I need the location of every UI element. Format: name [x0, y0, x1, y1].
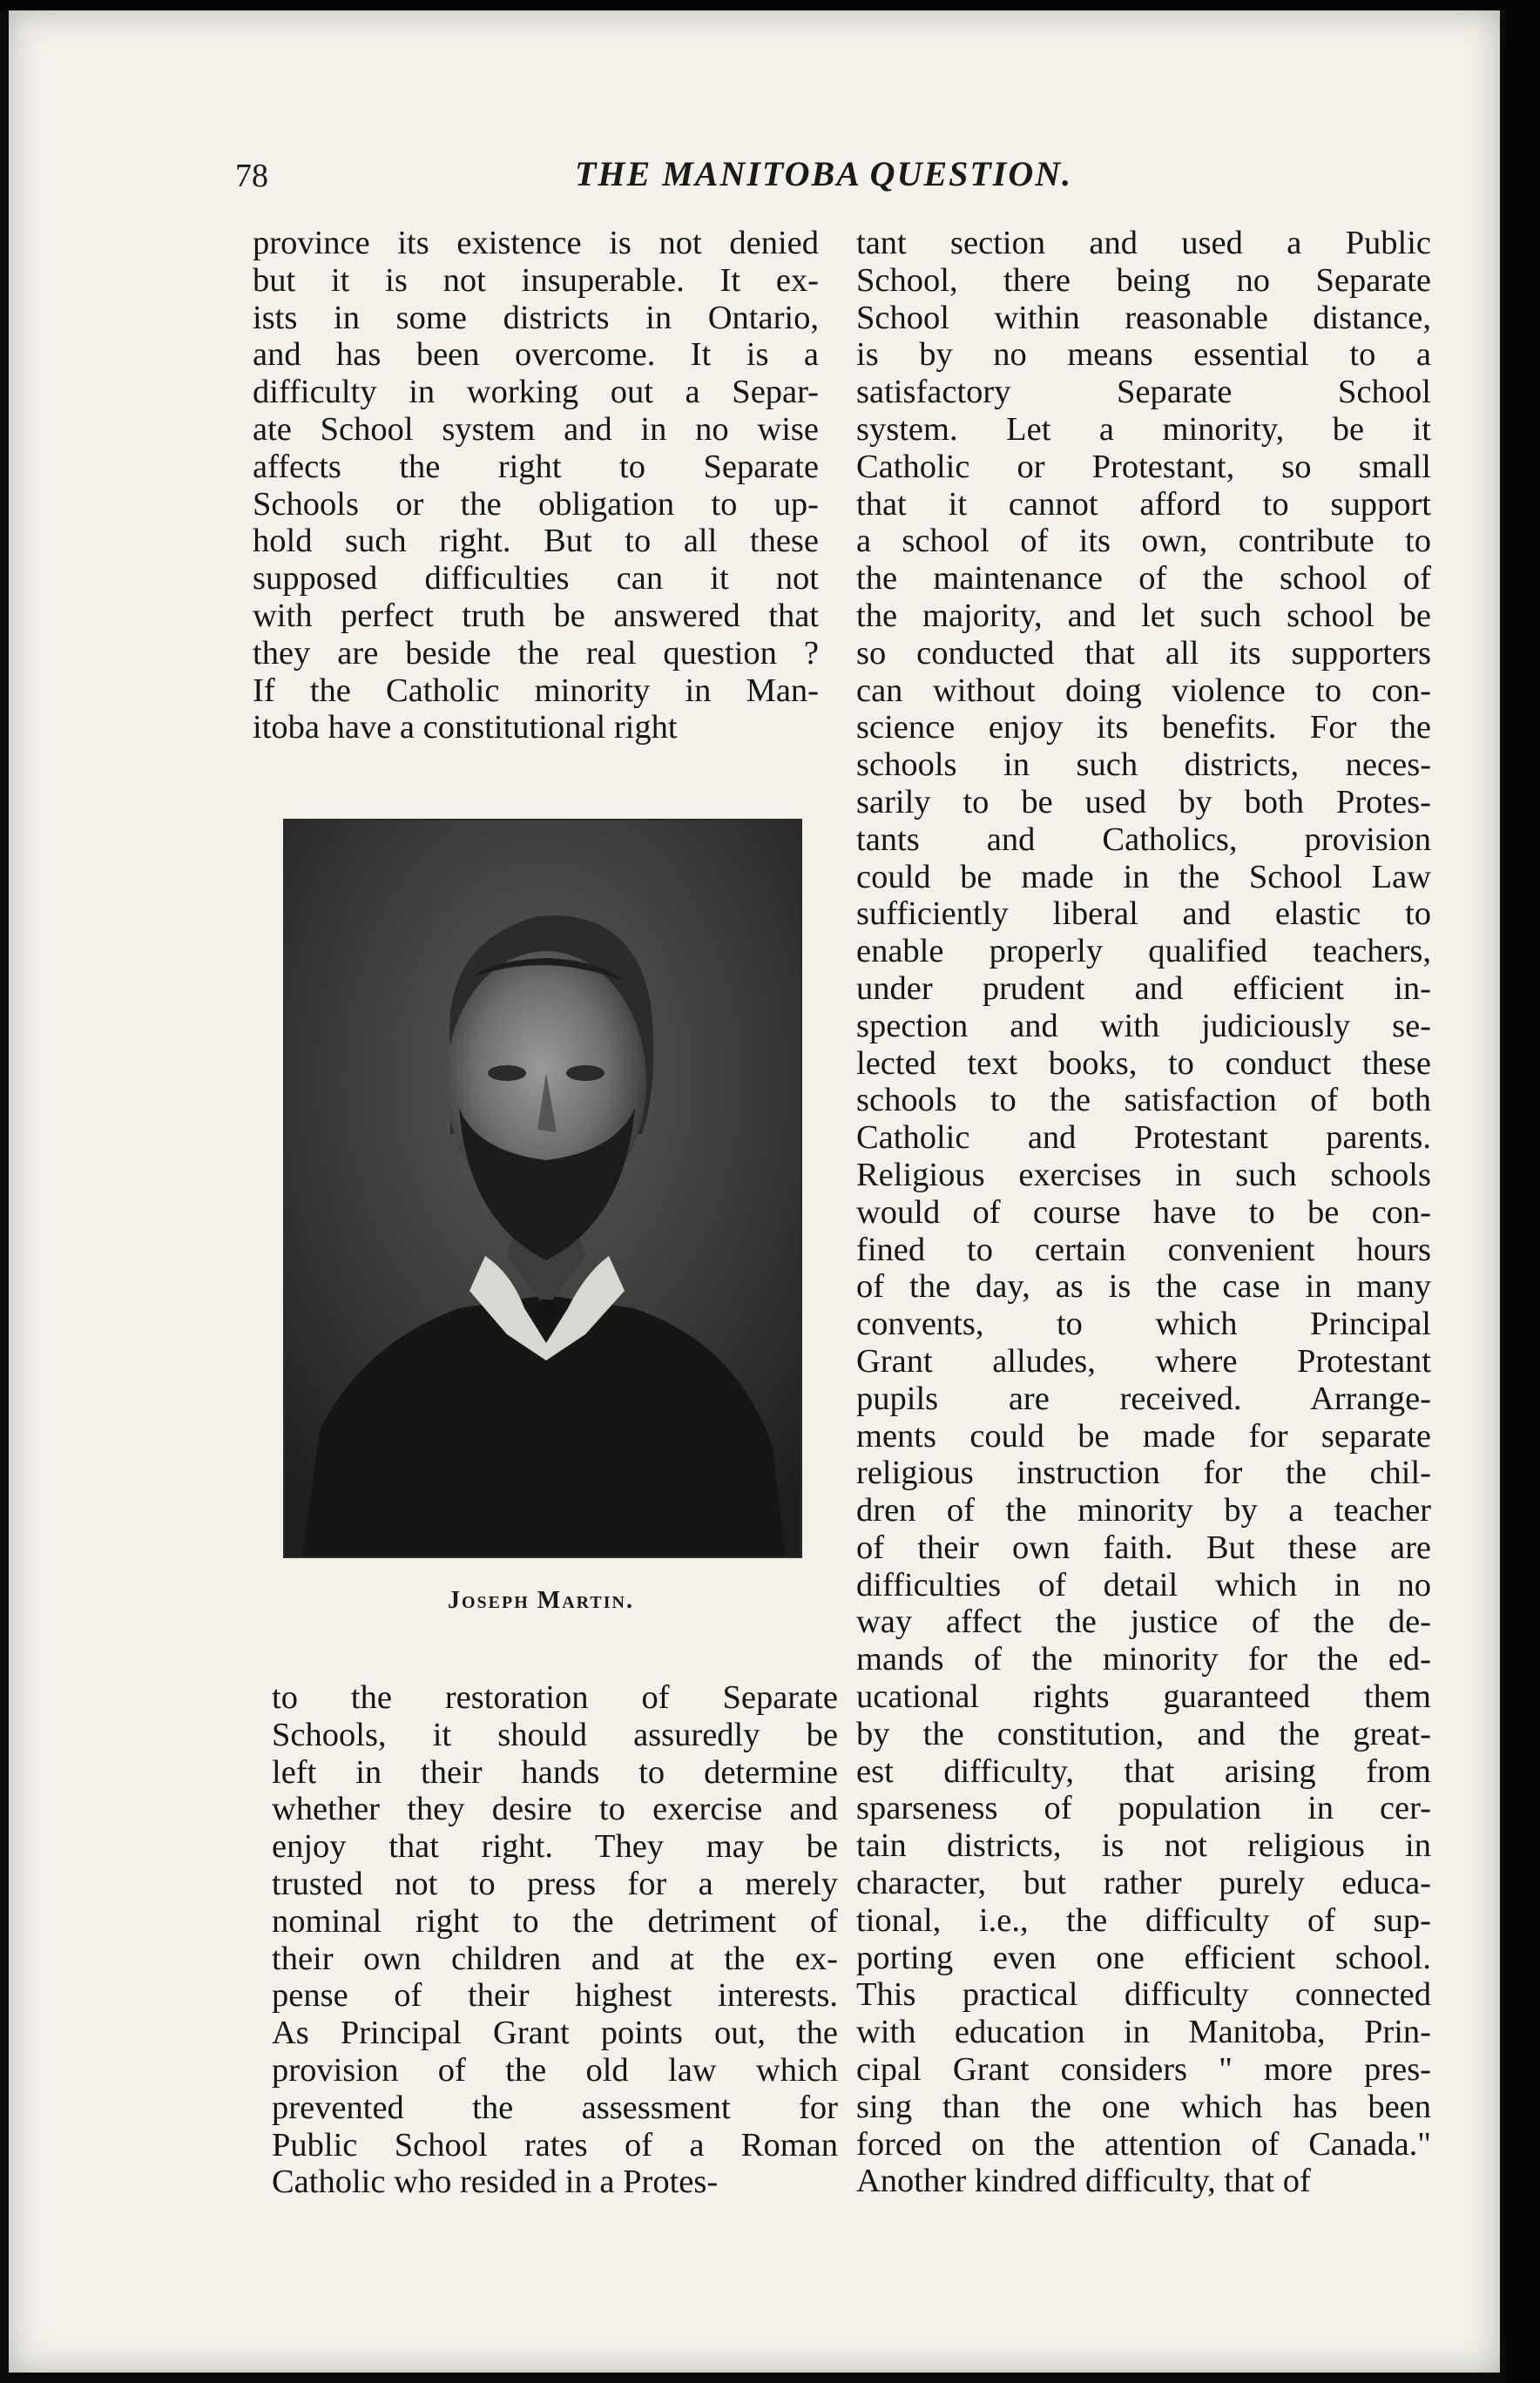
text-line: affects the right to Separate [253, 448, 819, 485]
text-line: enjoy that right. They may be [272, 1828, 838, 1866]
text-line: satisfactory Separate School [856, 374, 1431, 411]
text-line: so conducted that all its supporters [856, 634, 1431, 672]
text-line: convents, to which Principal [856, 1306, 1431, 1343]
text-line: would of course have to be con- [856, 1193, 1431, 1231]
portrait-image [285, 820, 800, 1556]
text-line: by the constitution, and the great- [856, 1715, 1431, 1752]
text-line: can without doing violence to con- [856, 672, 1431, 709]
text-line: trusted not to press for a merely [272, 1865, 838, 1902]
text-line: tain districts, is not religious in [856, 1827, 1431, 1865]
text-line: tant section and used a Public [856, 225, 1431, 261]
text-line: Catholic who resided in a Protes- [272, 2164, 719, 2201]
text-line: they are beside the real question ? [253, 634, 819, 672]
text-line: pupils are received. Arrange- [856, 1380, 1431, 1417]
text-line: Public School rates of a Roman [272, 2126, 838, 2164]
text-line: Religious exercises in such schools [856, 1156, 1431, 1193]
text-line: Catholic and Protestant parents. [856, 1119, 1431, 1157]
text-line: ments could be made for separate [856, 1417, 1431, 1455]
left-column-bottom-text [272, 1679, 838, 2201]
scan-right-border [1505, 0, 1540, 2383]
text-line: pense of their highest interests. [272, 1977, 838, 2015]
text-line: est difficulty, that arising from [856, 1752, 1431, 1790]
text-line: This practical difficulty connected [856, 1976, 1431, 2014]
text-line: whether they desire to exercise and [272, 1791, 838, 1828]
text-line: supposed difficulties can it not [253, 560, 819, 597]
text-line: schools in such districts, neces- [856, 746, 1431, 784]
text-line: Grant alludes, where Protestant [856, 1342, 1431, 1380]
text-line: Another kindred difficulty, that of [856, 2163, 1311, 2200]
text-line: sufficiently liberal and elastic to [856, 895, 1431, 933]
text-line: a school of its own, contribute to [856, 523, 1431, 560]
text-line: difficulty in working out a Separ- [253, 374, 819, 411]
figure-caption: Joseph Martin. [448, 1587, 634, 1614]
text-line: that it cannot afford to support [856, 485, 1431, 523]
text-line: prevented the assessment for [272, 2089, 838, 2126]
text-line: dren of the minority by a teacher [856, 1492, 1431, 1529]
text-line: left in their hands to determine [272, 1753, 838, 1791]
text-line: ate School system and in no wise [253, 410, 819, 448]
text-line: If the Catholic minority in Man- [253, 672, 819, 709]
text-line: hold such right. But to all these [253, 523, 819, 560]
text-line: provision of the old law which [272, 2051, 838, 2089]
text-line: sing than the one which has been [856, 2088, 1431, 2125]
text-line: system. Let a minority, be it [856, 410, 1431, 448]
text-line: mands of the minority for the ed- [856, 1641, 1431, 1678]
text-line: Schools, it should assuredly be [272, 1716, 838, 1753]
text-line: but it is not insuperable. It ex- [253, 261, 819, 299]
text-line: difficulties of detail which in no [856, 1566, 1431, 1603]
scan-top-border [0, 0, 1540, 10]
text-line: fined to certain convenient hours [856, 1231, 1431, 1268]
right-column-text [856, 225, 1431, 2200]
text-line: sarily to be used by both Protes- [856, 783, 1431, 820]
portrait-photograph [283, 819, 802, 1558]
text-line: spection and with judiciously se- [856, 1007, 1431, 1044]
text-line: ists in some districts in Ontario, [253, 299, 819, 336]
text-line: with perfect truth be answered that [253, 597, 819, 634]
text-line: of their own faith. But these are [856, 1529, 1431, 1566]
text-line: enable properly qualified teachers, [856, 933, 1431, 970]
text-line: School within reasonable distance, [856, 299, 1431, 336]
text-line: religious instruction for the chil- [856, 1455, 1431, 1492]
page-number: 78 [235, 158, 268, 194]
text-line: way affect the justice of the de- [856, 1603, 1431, 1641]
text-line: forced on the attention of Canada." [856, 2125, 1431, 2163]
text-line: the maintenance of the school of [856, 560, 1431, 597]
text-line: porting even one efficient school. [856, 1939, 1431, 1976]
text-line: nominal right to the detriment of [272, 1902, 838, 1940]
text-line: lected text books, to conduct these [856, 1044, 1431, 1082]
text-line: tants and Catholics, provision [856, 820, 1431, 858]
text-line: to the restoration of Separate [272, 1679, 838, 1716]
text-line: Catholic or Protestant, so small [856, 448, 1431, 485]
text-line: As Principal Grant points out, the [272, 2015, 838, 2052]
text-line: itoba have a constitutional right [253, 709, 678, 746]
text-line: of the day, as is the case in many [856, 1268, 1431, 1306]
text-line: the majority, and let such school be [856, 597, 1431, 634]
text-line: and has been overcome. It is a [253, 336, 819, 374]
text-line: School, there being no Separate [856, 261, 1431, 299]
text-line: science enjoy its benefits. For the [856, 709, 1431, 746]
text-line: province its existence is not denied [253, 225, 819, 261]
text-line: their own children and at the ex- [272, 1940, 838, 1977]
text-line: schools to the satisfaction of both [856, 1082, 1431, 1119]
left-column-top-text [253, 225, 819, 746]
text-line: Schools or the obligation to up- [253, 485, 819, 523]
text-line: with education in Manitoba, Prin- [856, 2014, 1431, 2051]
text-line: tional, i.e., the difficulty of sup- [856, 1901, 1431, 1939]
text-line: character, but rather purely educa- [856, 1865, 1431, 1902]
text-line: sparseness of population in cer- [856, 1790, 1431, 1827]
text-line: is by no means essential to a [856, 336, 1431, 374]
text-line: ucational rights guaranteed them [856, 1678, 1431, 1716]
text-line: cipal Grant considers " more pres- [856, 2051, 1431, 2089]
text-line: could be made in the School Law [856, 858, 1431, 895]
text-line: under prudent and efficient in- [856, 969, 1431, 1007]
running-title: THE MANITOBA QUESTION. [575, 154, 1073, 193]
